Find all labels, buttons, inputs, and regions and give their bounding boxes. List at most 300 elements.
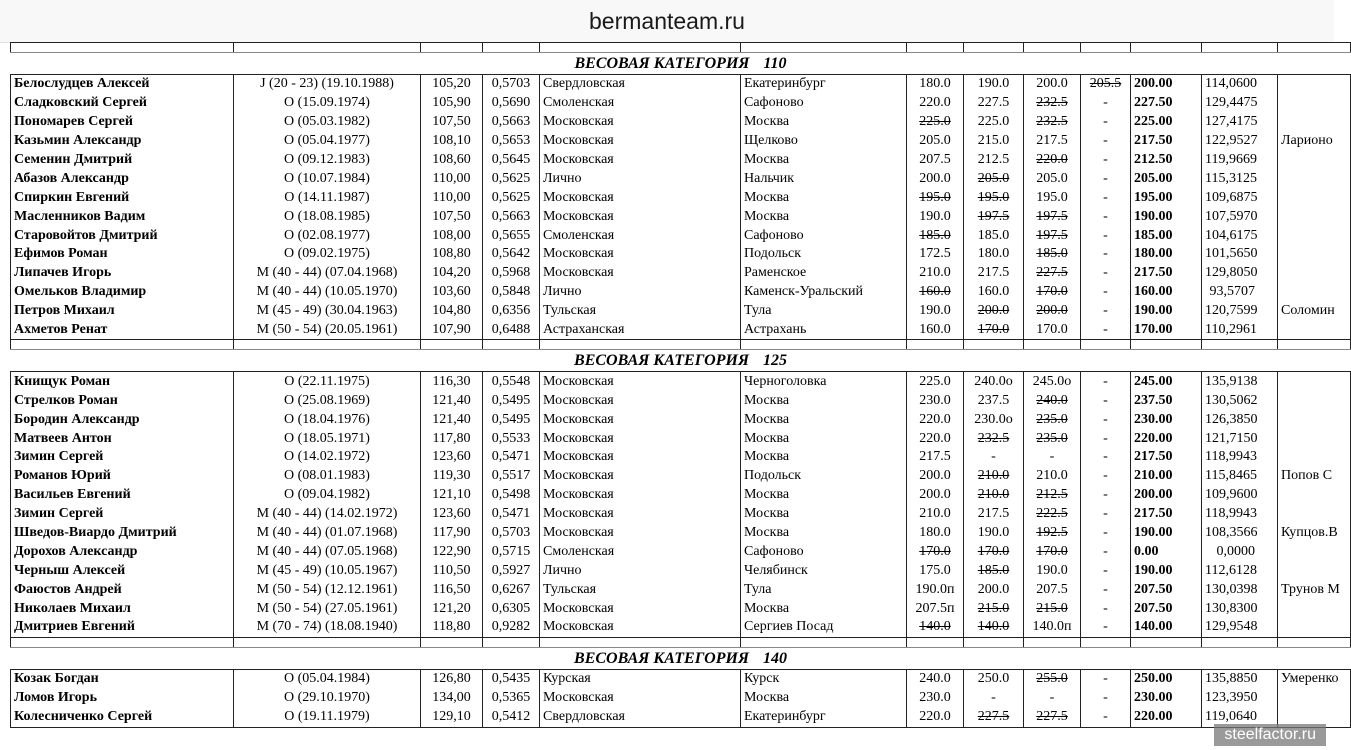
attempt-4: - bbox=[1081, 132, 1131, 151]
attempt-1: 220.0 bbox=[907, 410, 964, 429]
wilks-coef: 0,5471 bbox=[483, 505, 540, 524]
category-header bbox=[11, 350, 1351, 372]
athlete-row bbox=[11, 542, 1351, 561]
best-result: 140.00 bbox=[1131, 618, 1202, 637]
athlete-row bbox=[11, 391, 1351, 410]
attempt-2: 212.5 bbox=[964, 151, 1024, 170]
age-group: М (40 - 44) (14.02.1972) bbox=[234, 505, 421, 524]
coach bbox=[1278, 372, 1351, 391]
age-group: О (14.02.1972) bbox=[234, 448, 421, 467]
wilks-coef: 0,5968 bbox=[483, 264, 540, 283]
city: Нальчик bbox=[741, 169, 907, 188]
results-table bbox=[10, 42, 1351, 728]
athlete-name: Казьмин Александр bbox=[11, 132, 234, 151]
spacer-cell bbox=[907, 43, 964, 53]
athlete-row bbox=[11, 75, 1351, 94]
athlete-row bbox=[11, 505, 1351, 524]
athlete-name: Абазов Александр bbox=[11, 169, 234, 188]
attempt-3: 197.5 bbox=[1024, 226, 1081, 245]
age-group: О (09.12.1983) bbox=[234, 151, 421, 170]
attempt-1: 195.0 bbox=[907, 188, 964, 207]
region: Московская bbox=[540, 245, 741, 264]
body-weight: 121,20 bbox=[421, 599, 483, 618]
attempt-1: 220.0 bbox=[907, 429, 964, 448]
best-result: 160.00 bbox=[1131, 283, 1202, 302]
spacer-cell bbox=[11, 340, 234, 350]
best-result: 195.00 bbox=[1131, 188, 1202, 207]
attempt-4: - bbox=[1081, 580, 1131, 599]
attempt-4: - bbox=[1081, 669, 1131, 688]
best-result: 170.00 bbox=[1131, 321, 1202, 340]
city: Каменск-Уральский bbox=[741, 283, 907, 302]
age-group: М (45 - 49) (30.04.1963) bbox=[234, 302, 421, 321]
wilks-points: 110,2961 bbox=[1202, 321, 1278, 340]
athlete-name: Фаюстов Андрей bbox=[11, 580, 234, 599]
region: Свердловская bbox=[540, 708, 741, 727]
coach bbox=[1278, 245, 1351, 264]
athlete-row bbox=[11, 151, 1351, 170]
attempt-2: 197.5 bbox=[964, 207, 1024, 226]
body-weight: 126,80 bbox=[421, 669, 483, 688]
age-group: О (18.08.1985) bbox=[234, 207, 421, 226]
age-group: М (40 - 44) (07.05.1968) bbox=[234, 542, 421, 561]
spacer-cell bbox=[1202, 637, 1278, 647]
attempt-1: 175.0 bbox=[907, 561, 964, 580]
athlete-row bbox=[11, 561, 1351, 580]
athlete-row bbox=[11, 207, 1351, 226]
attempt-1: 240.0 bbox=[907, 669, 964, 688]
body-weight: 129,10 bbox=[421, 708, 483, 727]
spacer-cell bbox=[1202, 340, 1278, 350]
attempt-1: 225.0 bbox=[907, 113, 964, 132]
athlete-row bbox=[11, 410, 1351, 429]
attempt-2: 170.0 bbox=[964, 542, 1024, 561]
region: Московская bbox=[540, 132, 741, 151]
spacer-cell bbox=[11, 43, 234, 53]
age-group: О (09.02.1975) bbox=[234, 245, 421, 264]
body-weight: 105,20 bbox=[421, 75, 483, 94]
attempt-1: 160.0 bbox=[907, 321, 964, 340]
category-header-row bbox=[11, 350, 1351, 372]
body-weight: 117,90 bbox=[421, 524, 483, 543]
wilks-points: 129,9548 bbox=[1202, 618, 1278, 637]
spacer-cell bbox=[1081, 340, 1131, 350]
best-result: 217.50 bbox=[1131, 132, 1202, 151]
wilks-coef: 0,5548 bbox=[483, 372, 540, 391]
category-label: ВЕСОВАЯ КАТЕГОРИЯ bbox=[574, 649, 749, 667]
athlete-name: Пономарев Сергей bbox=[11, 113, 234, 132]
attempt-4: - bbox=[1081, 302, 1131, 321]
attempt-3: - bbox=[1024, 448, 1081, 467]
region: Московская bbox=[540, 264, 741, 283]
attempt-2: 232.5 bbox=[964, 429, 1024, 448]
athlete-row bbox=[11, 372, 1351, 391]
athlete-row bbox=[11, 448, 1351, 467]
attempt-2: 200.0 bbox=[964, 302, 1024, 321]
spacer-cell bbox=[741, 340, 907, 350]
attempt-2: 227.5 bbox=[964, 94, 1024, 113]
attempt-1: 170.0 bbox=[907, 542, 964, 561]
city: Москва bbox=[741, 151, 907, 170]
spacer-cell bbox=[11, 637, 234, 647]
spacer-cell bbox=[964, 340, 1024, 350]
attempt-2: 185.0 bbox=[964, 561, 1024, 580]
athlete-row bbox=[11, 669, 1351, 688]
body-weight: 104,80 bbox=[421, 302, 483, 321]
coach bbox=[1278, 542, 1351, 561]
wilks-points: 118,9943 bbox=[1202, 505, 1278, 524]
attempt-4: - bbox=[1081, 283, 1131, 302]
attempt-1: 210.0 bbox=[907, 264, 964, 283]
category-number: 110 bbox=[763, 55, 787, 72]
athlete-name: Бородин Александр bbox=[11, 410, 234, 429]
attempt-4: - bbox=[1081, 561, 1131, 580]
attempt-3: 220.0 bbox=[1024, 151, 1081, 170]
attempt-3: 195.0 bbox=[1024, 188, 1081, 207]
attempt-3: 240.0 bbox=[1024, 391, 1081, 410]
attempt-1: 210.0 bbox=[907, 505, 964, 524]
body-weight: 121,40 bbox=[421, 410, 483, 429]
age-group: О (15.09.1974) bbox=[234, 94, 421, 113]
attempt-2: 140.0 bbox=[964, 618, 1024, 637]
spacer-cell bbox=[1081, 637, 1131, 647]
athlete-row bbox=[11, 226, 1351, 245]
athlete-name: Белослудцев Алексей bbox=[11, 75, 234, 94]
attempt-1: 190.0 bbox=[907, 207, 964, 226]
wilks-points: 129,4475 bbox=[1202, 94, 1278, 113]
athlete-name: Стрелков Роман bbox=[11, 391, 234, 410]
coach: Соломин bbox=[1278, 302, 1351, 321]
age-group: О (08.01.1983) bbox=[234, 467, 421, 486]
attempt-3: 192.5 bbox=[1024, 524, 1081, 543]
attempt-2: 185.0 bbox=[964, 226, 1024, 245]
age-group: М (40 - 44) (10.05.1970) bbox=[234, 283, 421, 302]
athlete-name: Козак Богдан bbox=[11, 669, 234, 688]
wilks-points: 120,7599 bbox=[1202, 302, 1278, 321]
body-weight: 122,90 bbox=[421, 542, 483, 561]
attempt-1: 230.0 bbox=[907, 391, 964, 410]
attempt-2: 240.0о bbox=[964, 372, 1024, 391]
age-group: О (22.11.1975) bbox=[234, 372, 421, 391]
region: Московская bbox=[540, 505, 741, 524]
spacer-cell bbox=[907, 340, 964, 350]
spacer-cell bbox=[1024, 43, 1081, 53]
athlete-name: Шведов-Виардо Дмитрий bbox=[11, 524, 234, 543]
attempt-3: 170.0 bbox=[1024, 283, 1081, 302]
athlete-name: Романов Юрий bbox=[11, 467, 234, 486]
attempt-3: 235.0 bbox=[1024, 429, 1081, 448]
category-header-row bbox=[11, 53, 1351, 75]
attempt-3: 205.0 bbox=[1024, 169, 1081, 188]
region: Московская bbox=[540, 486, 741, 505]
attempt-2: 205.0 bbox=[964, 169, 1024, 188]
attempt-2: 160.0 bbox=[964, 283, 1024, 302]
attempt-3: 222.5 bbox=[1024, 505, 1081, 524]
attempt-4: - bbox=[1081, 188, 1131, 207]
attempt-4: - bbox=[1081, 245, 1131, 264]
wilks-coef: 0,5365 bbox=[483, 689, 540, 708]
best-result: 205.00 bbox=[1131, 169, 1202, 188]
wilks-coef: 0,5655 bbox=[483, 226, 540, 245]
spacer-cell bbox=[741, 43, 907, 53]
coach bbox=[1278, 410, 1351, 429]
coach bbox=[1278, 207, 1351, 226]
attempt-3: 232.5 bbox=[1024, 94, 1081, 113]
athlete-row bbox=[11, 689, 1351, 708]
best-result: 190.00 bbox=[1131, 302, 1202, 321]
body-weight: 110,00 bbox=[421, 169, 483, 188]
coach bbox=[1278, 689, 1351, 708]
city: Сергиев Посад bbox=[741, 618, 907, 637]
athlete-row bbox=[11, 599, 1351, 618]
coach bbox=[1278, 283, 1351, 302]
spacer-cell bbox=[1024, 340, 1081, 350]
region: Московская bbox=[540, 524, 741, 543]
attempt-4: - bbox=[1081, 689, 1131, 708]
spacer-cell bbox=[540, 637, 741, 647]
wilks-coef: 0,5517 bbox=[483, 467, 540, 486]
body-weight: 108,80 bbox=[421, 245, 483, 264]
attempt-4: - bbox=[1081, 151, 1131, 170]
attempt-1: 180.0 bbox=[907, 75, 964, 94]
body-weight: 105,90 bbox=[421, 94, 483, 113]
site-url: bermanteam.ru bbox=[589, 8, 745, 34]
category-header-row bbox=[11, 647, 1351, 669]
attempt-3: 200.0 bbox=[1024, 75, 1081, 94]
wilks-coef: 0,5498 bbox=[483, 486, 540, 505]
attempt-4: - bbox=[1081, 524, 1131, 543]
attempt-4: - bbox=[1081, 486, 1131, 505]
wilks-points: 127,4175 bbox=[1202, 113, 1278, 132]
spacer-cell bbox=[1278, 637, 1351, 647]
region: Курская bbox=[540, 669, 741, 688]
athlete-row bbox=[11, 524, 1351, 543]
region: Смоленская bbox=[540, 542, 741, 561]
city: Астрахань bbox=[741, 321, 907, 340]
attempt-3: 235.0 bbox=[1024, 410, 1081, 429]
athlete-name: Ефимов Роман bbox=[11, 245, 234, 264]
city: Сафоново bbox=[741, 542, 907, 561]
wilks-coef: 0,5642 bbox=[483, 245, 540, 264]
athlete-name: Дорохов Александр bbox=[11, 542, 234, 561]
wilks-points: 118,9943 bbox=[1202, 448, 1278, 467]
attempt-1: 190.0 bbox=[907, 302, 964, 321]
city: Москва bbox=[741, 207, 907, 226]
best-result: 237.50 bbox=[1131, 391, 1202, 410]
body-weight: 108,60 bbox=[421, 151, 483, 170]
wilks-coef: 0,5495 bbox=[483, 410, 540, 429]
city: Сафоново bbox=[741, 226, 907, 245]
athlete-row bbox=[11, 321, 1351, 340]
coach bbox=[1278, 226, 1351, 245]
attempt-4: - bbox=[1081, 505, 1131, 524]
best-result: 230.00 bbox=[1131, 689, 1202, 708]
wilks-points: 112,6128 bbox=[1202, 561, 1278, 580]
attempt-2: 180.0 bbox=[964, 245, 1024, 264]
athlete-row bbox=[11, 113, 1351, 132]
wilks-points: 119,9669 bbox=[1202, 151, 1278, 170]
attempt-2: 237.5 bbox=[964, 391, 1024, 410]
city: Челябинск bbox=[741, 561, 907, 580]
coach: Попов С bbox=[1278, 467, 1351, 486]
best-result: 200.00 bbox=[1131, 75, 1202, 94]
city: Москва bbox=[741, 524, 907, 543]
wilks-points: 109,6875 bbox=[1202, 188, 1278, 207]
athlete-name: Ахметов Ренат bbox=[11, 321, 234, 340]
age-group: J (20 - 23) (19.10.1988) bbox=[234, 75, 421, 94]
coach bbox=[1278, 264, 1351, 283]
attempt-1: 217.5 bbox=[907, 448, 964, 467]
best-result: 0.00 bbox=[1131, 542, 1202, 561]
attempt-2: 225.0 bbox=[964, 113, 1024, 132]
age-group: О (05.04.1977) bbox=[234, 132, 421, 151]
attempt-4: 205.5 bbox=[1081, 75, 1131, 94]
wilks-coef: 0,6356 bbox=[483, 302, 540, 321]
attempt-2: 210.0 bbox=[964, 486, 1024, 505]
coach bbox=[1278, 75, 1351, 94]
browser-address-bar[interactable] bbox=[0, 0, 1334, 43]
city: Черноголовка bbox=[741, 372, 907, 391]
wilks-points: 126,3850 bbox=[1202, 410, 1278, 429]
attempt-4: - bbox=[1081, 542, 1131, 561]
coach: Ларионо bbox=[1278, 132, 1351, 151]
attempt-4: - bbox=[1081, 429, 1131, 448]
region: Московская bbox=[540, 410, 741, 429]
body-weight: 110,00 bbox=[421, 188, 483, 207]
attempt-4: - bbox=[1081, 467, 1131, 486]
athlete-name: Книщук Роман bbox=[11, 372, 234, 391]
athlete-row bbox=[11, 708, 1351, 727]
city: Москва bbox=[741, 391, 907, 410]
region: Тульская bbox=[540, 580, 741, 599]
athlete-row bbox=[11, 245, 1351, 264]
attempt-3: 207.5 bbox=[1024, 580, 1081, 599]
attempt-2: 230.0о bbox=[964, 410, 1024, 429]
age-group: О (09.04.1982) bbox=[234, 486, 421, 505]
attempt-3: 200.0 bbox=[1024, 302, 1081, 321]
coach: Купцов.В bbox=[1278, 524, 1351, 543]
spacer-cell bbox=[1131, 43, 1202, 53]
athlete-name: Семенин Дмитрий bbox=[11, 151, 234, 170]
city: Екатеринбург bbox=[741, 75, 907, 94]
body-weight: 108,10 bbox=[421, 132, 483, 151]
attempt-1: 160.0 bbox=[907, 283, 964, 302]
attempt-4: - bbox=[1081, 372, 1131, 391]
coach bbox=[1278, 429, 1351, 448]
coach bbox=[1278, 391, 1351, 410]
region: Московская bbox=[540, 618, 741, 637]
age-group: О (18.04.1976) bbox=[234, 410, 421, 429]
attempt-4: - bbox=[1081, 321, 1131, 340]
athlete-name: Петров Михаил bbox=[11, 302, 234, 321]
best-result: 190.00 bbox=[1131, 561, 1202, 580]
attempt-4: - bbox=[1081, 207, 1131, 226]
best-result: 250.00 bbox=[1131, 669, 1202, 688]
body-weight: 107,50 bbox=[421, 207, 483, 226]
athlete-name: Николаев Михаил bbox=[11, 599, 234, 618]
attempt-1: 220.0 bbox=[907, 94, 964, 113]
results-sheet bbox=[10, 42, 1340, 728]
best-result: 217.50 bbox=[1131, 264, 1202, 283]
age-group: О (25.08.1969) bbox=[234, 391, 421, 410]
region: Московская bbox=[540, 599, 741, 618]
attempt-1: 140.0 bbox=[907, 618, 964, 637]
age-group: М (40 - 44) (01.07.1968) bbox=[234, 524, 421, 543]
wilks-coef: 0,5435 bbox=[483, 669, 540, 688]
wilks-coef: 0,5471 bbox=[483, 448, 540, 467]
body-weight: 121,40 bbox=[421, 391, 483, 410]
category-number: 140 bbox=[762, 649, 787, 667]
body-weight: 119,30 bbox=[421, 467, 483, 486]
body-weight: 116,30 bbox=[421, 372, 483, 391]
spacer-cell bbox=[234, 340, 421, 350]
wilks-points: 107,5970 bbox=[1202, 207, 1278, 226]
coach bbox=[1278, 618, 1351, 637]
coach bbox=[1278, 188, 1351, 207]
athlete-row bbox=[11, 132, 1351, 151]
wilks-coef: 0,5663 bbox=[483, 113, 540, 132]
spacer-cell bbox=[540, 340, 741, 350]
spacer-cell bbox=[1131, 340, 1202, 350]
wilks-points: 115,8465 bbox=[1202, 467, 1278, 486]
athlete-name: Дмитриев Евгений bbox=[11, 618, 234, 637]
region: Московская bbox=[540, 151, 741, 170]
best-result: 217.50 bbox=[1131, 505, 1202, 524]
wilks-points: 121,7150 bbox=[1202, 429, 1278, 448]
city: Москва bbox=[741, 599, 907, 618]
wilks-coef: 0,5663 bbox=[483, 207, 540, 226]
body-weight: 110,50 bbox=[421, 561, 483, 580]
attempt-1: 200.0 bbox=[907, 467, 964, 486]
athlete-row bbox=[11, 188, 1351, 207]
attempt-4: - bbox=[1081, 708, 1131, 727]
athlete-name: Сладковский Сергей bbox=[11, 94, 234, 113]
attempt-2: - bbox=[964, 448, 1024, 467]
attempt-1: 205.0 bbox=[907, 132, 964, 151]
body-weight: 118,80 bbox=[421, 618, 483, 637]
spacer-cell bbox=[1131, 637, 1202, 647]
city: Москва bbox=[741, 429, 907, 448]
best-result: 220.00 bbox=[1131, 429, 1202, 448]
wilks-points: 104,6175 bbox=[1202, 226, 1278, 245]
region: Московская bbox=[540, 188, 741, 207]
attempt-1: 225.0 bbox=[907, 372, 964, 391]
age-group: О (29.10.1970) bbox=[234, 689, 421, 708]
attempt-1: 180.0 bbox=[907, 524, 964, 543]
attempt-1: 220.0 bbox=[907, 708, 964, 727]
attempt-4: - bbox=[1081, 226, 1131, 245]
spacer-cell bbox=[907, 637, 964, 647]
wilks-points: 119,0640 bbox=[1202, 708, 1278, 727]
attempt-2: 250.0 bbox=[964, 669, 1024, 688]
attempt-1: 190.0п bbox=[907, 580, 964, 599]
spacer-row bbox=[11, 340, 1351, 350]
watermark: steelfactor.ru bbox=[1214, 724, 1326, 746]
age-group: О (05.04.1984) bbox=[234, 669, 421, 688]
athlete-row bbox=[11, 580, 1351, 599]
body-weight: 121,10 bbox=[421, 486, 483, 505]
wilks-coef: 0,9282 bbox=[483, 618, 540, 637]
athlete-name: Спиркин Евгений bbox=[11, 188, 234, 207]
wilks-points: 101,5650 bbox=[1202, 245, 1278, 264]
athlete-row bbox=[11, 283, 1351, 302]
attempt-3: 227.5 bbox=[1024, 708, 1081, 727]
region: Тульская bbox=[540, 302, 741, 321]
best-result: 185.00 bbox=[1131, 226, 1202, 245]
age-group: О (10.07.1984) bbox=[234, 169, 421, 188]
spacer-cell bbox=[540, 43, 741, 53]
spacer-cell bbox=[1202, 43, 1278, 53]
